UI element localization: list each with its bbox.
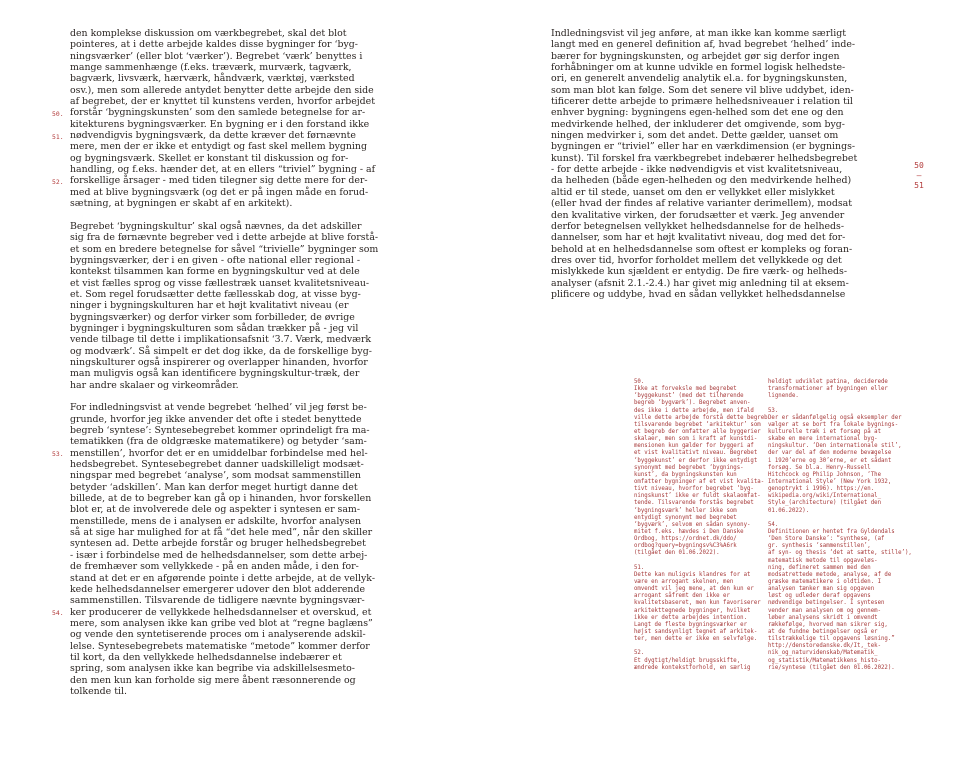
page-number-top: 50 [914,161,924,170]
footnote-marker: 54. [52,609,64,618]
text-line: Indledningsvist vil jeg anføre, at man ikke kan komme særligt [551,28,846,39]
text-line: af begrebet, der er knyttet til kunstens verden, hvorfor arbejdet [70,96,375,108]
text-line: pointeres, at i dette arbejde kaldes disse bygninger for ‘byg- [70,39,358,51]
footnote-line: ningskultur. ‘Den internationale stil’, [768,443,902,450]
footnote-line: ter, men dette er ikke en selvfølge. [634,636,758,643]
footnote-line: vender man analysen om og gennem- [768,607,881,614]
text-line: så at sige har mulighed for at få “det hele med”, når den skiller [70,527,373,539]
text-line: syntesen ad. Dette arbejde forstår og bruger helhedsbegrebet [70,538,366,550]
text-line: tematikken (fra de oldgræske matematikere) og betyder ‘sam- [70,436,367,448]
footnote-line: ningskunst’ ikke er fuldt skalaomfat- [634,493,761,500]
footnote-line: Ikke at forveksle med begrebet [634,386,737,393]
footnote-line: des ikke i dette arbejde, men ifald [634,407,754,414]
footnote-line: ‘bygningsværk’ heller ikke som [634,507,737,514]
footnote-line: heldigt udviklet patina, deciderede [768,379,888,385]
footnote-line: græske matematikere i oldtiden. I [768,578,881,585]
footnote-line: være en arrogant skelnen, men [634,578,734,585]
text-line: mislykkede kun sjældent er entydig. De fire værk- og helheds- [551,266,847,278]
text-line: og vende den syntetiserende proces om i analyserende adskil- [70,629,366,641]
footnote-line: analysen tænker man sig opgaven [768,586,875,593]
footnote-line: omfatter bygninger af et vist kvalita- [634,478,765,485]
text-line: med at blive bygningsværk (og det er på ingen måde en forud- [70,186,369,198]
footnote-line: Langt de fleste bygningsværker er [634,621,747,628]
text-line: vende tilbage til dette i implikationsafsnit ‘3.7. Værk, medværk [70,334,372,346]
text-line: billede, at de to begreber kan gå op i hinanden, hvor forskellen [70,493,372,505]
footnote-marker: 52. [52,178,64,187]
text-line: forskellige årsager - med tiden tilegner sig dette mere for der- [70,175,368,187]
text-line: ningsværker’ (eller blot ‘værker’). Begrebet ‘værk’ benyttes i [70,50,363,62]
text-line: til kort, da den vellykkede helhedsdannelse indebærer et [70,651,342,663]
text-line: dres over tid, hvorfor forholdet mellem det vellykkede og det [551,254,842,266]
text-line: ningen medvirker i, som det andet. Dette gælder, uanset om [551,130,839,142]
footnote-line: ‘Den Store Danske’: “synthese, (af [768,536,885,543]
footnote-line: begreb ‘bygværk’). Begrebet anven- [634,400,751,407]
text-line: de fremhæver som vellykkede - på en anden måde, i den for- [70,561,359,573]
footnote-line: af syn- og thesis ‘det at sætte, stille’), [768,550,912,557]
text-line: et. Som regel forudsætter dette fællesskab dog, at visse byg- [70,288,361,300]
text-line: handling, og f.eks. hænder det, at en ellers “triviel” bygning - af [70,164,376,176]
text-line: forhåbninger om at kunne udvikle en formel logisk helhedste- [551,62,846,74]
text-line: et som en bredere betegnelse for såvel “trivielle” bygninger som [70,243,379,255]
text-line: spring, som analysen ikke kan begribe via adskillelsesmeto- [70,663,355,675]
text-line: mere, men der er ikke et entydigt og fast skel mellem bygning [70,141,367,153]
text-line: analyser (afsnit 2.1.-2.4.) har givet mig anledning til at eksem- [551,277,849,289]
footnote-line: ‘byggekunst’ er derfor ikke entydigt [634,457,758,464]
footnote [634,650,754,671]
text-line: plificere og uddybe, hvad en sådan vellykket helhedsdannelse [551,288,846,300]
text-line: og bygningsværk. Skellet er konstant til diskussion og for- [70,152,349,164]
footnote [634,379,768,558]
text-line: kontekst tilsammen kan forme en bygningskultur ved at dele [70,266,360,278]
paragraph [70,28,376,210]
text-line: Begrebet ‘bygningskultur’ skal også nævnes, da det adskiller [70,220,362,232]
footnote-line: ‘byggekunst’ (med det tilhørende [634,393,744,400]
text-line: et vist fælles sprog og visse fællestræk uanset kvalitetsniveau- [70,277,370,289]
text-line: mange sammenhænge (f.eks. træværk, murværk, tagværk, [70,62,352,74]
text-line: bygninger i bygningskulturen som sådan trækker på - jeg vil [70,322,359,334]
footnote-line: rie/syntese (tilgået den 01.06.2022). [768,664,895,671]
footnote-marker: 51. [52,132,64,141]
footnote-line: vælger at se bort fra lokale bygnings- [768,421,899,428]
text-line: grunde, hvorfor jeg ikke anvender det ofte i stedet benyttede [70,413,362,425]
footnote-number: 54. [768,521,779,528]
footnote-line: forsøg. Se bl.a. Henry-Russell [768,464,871,471]
footnote-line: 01.06.2022). [768,507,810,514]
left-main-text [70,28,379,709]
footnote-number: 50. [634,379,645,385]
footnote-line: løber analysens skridt i omvendt [768,614,878,621]
footnote-number: 52. [634,650,645,657]
text-line: bærer for bygningskunsten, og arbejdet gør sig derfor ingen [551,50,840,62]
footnote-line: http://denstoredanske.dk/It,_tek- [768,643,881,650]
text-line: blot er, at de involverede dele og aspekter i syntesen er sam- [70,504,360,516]
text-line: tolkende til. [70,685,127,697]
footnote-line: rækkefølge, hvorved man sikrer sig, [768,621,888,628]
text-line: derfor betegnelsen vellykket helhedsdannelse for de helheds- [551,220,845,232]
text-line: ningskulturer også inspirerer og overlapper hinanden, hvorfor [70,356,368,368]
footnote-line: arkitekttegnede bygninger, hvilket [634,607,751,614]
text-line: langt med en generel definition af, hvad begrebet ‘helhed’ inde- [551,39,856,51]
text-line: bygningsværker, der i en given - ofte national eller regional - [70,254,361,266]
text-line: stand at det er en afgørende pointe i dette arbejde, at de vellyk- [70,572,375,584]
text-line: menstillede, mens de i analysen er adskilte, hvorfor analysen [70,515,362,527]
text-line: enhver bygning: bygningens egen-helhed som det ene og den [551,107,844,119]
footnote-line: nødvendige betingelser. I syntesen [768,600,885,607]
text-line: man muligvis også kan identificere bygningskultur-træk, der [70,368,360,380]
text-line: sætning, at bygningen er skabt af en arkitekt). [70,198,293,210]
footnote-line: (tilgået den 01.06.2022). [634,550,720,557]
footnote-line: ning, defineret sammen med den [768,564,871,571]
footnote-line: ikke er dette arbejdes intention. [634,614,747,621]
footnote-line: omvendt vil jeg mene, at den kun er [634,586,754,593]
footnote-line: ordbog?query=bygningsv%C3%A6rk [634,543,737,550]
text-line: bagværk, livsværk, hærværk, håndværk, værktøj, værksted [70,73,355,85]
footnote-line: Ordbog, https://ordnet.dk/ddo/ [634,536,737,543]
text-line: og modværk’. Så simpelt er det dog ikke, da de forskellige byg- [70,345,372,357]
footnote-line: mensionen kun gælder for byggeri af [634,443,754,450]
footnote [768,379,890,400]
footnote-line: genoptrykt i 1996). https://en. [768,486,875,493]
text-line: kede helhedsdannelser emergerer udover den blot adderende [70,583,365,595]
footnote-line: der var del af den moderne bevægelse [768,450,892,457]
text-line: den men kun kan forholde sig mere åbent ræsonnerende og [70,674,356,686]
text-line: begreb ‘syntese’: Syntesebegrebet kommer oprindeligt fra ma- [70,425,370,437]
footnote [768,407,902,515]
text-line: medvirkende helhed, der inkluderer det omgivende, som byg- [551,118,845,130]
footnote-line: wikipedia.org/wiki/International_ [768,493,881,500]
footnote-line: et vist kvalitativt niveau. Begrebet [634,450,758,457]
text-line: forstår ‘bygningskunsten’ som den samlede betegnelse for ar- [70,107,366,119]
footnote-line: entydigt synonymt med begrebet [634,514,737,521]
text-line: nødvendigvis bygningsværk, da dette kræver det førnævnte [70,130,356,142]
text-line: den komplekse diskussion om værkbegrebet, skal det blot [70,28,347,39]
footnote-number: 51. [634,564,645,571]
footnote-line: ville dette arbejde forstå dette begreb [634,414,768,421]
footnote-line: mitet f.eks. hævdes i Den Danske [634,528,744,535]
footnote-line: modsatrettede metode, analyse, af de [768,571,892,578]
text-line: ker producerer de vellykkede helhedsdannelser et overskud, et [70,606,372,618]
text-line: ningspar med begrebet ‘analyse’, som modsat sammenstillen [70,470,361,482]
page-number-separator: — [916,171,922,180]
footnote-line: arrogant såfremt den ikke er [634,593,730,600]
footnote [634,564,761,644]
text-line: lelse. Syntesebegrebets matematiske “metode” kommer derfor [70,640,370,652]
page-number [906,161,932,191]
right-main-text [551,28,858,300]
footnote-line: Definitionen er hentet fra Gyldendals [768,528,895,535]
text-line: den kvalitative virken, der forudsætter et værk. Jeg anvender [551,209,845,221]
footnote-line: skalaer, men som i kraft af kunstdi- [634,436,758,443]
text-line: som man blot kan følge. Som det senere vil blive uddybet, iden- [551,84,854,96]
footnote-line: at de fundne betingelser også er [768,628,878,635]
text-line: da helheden (både egen-helheden og den medvirkende helhed) [551,175,852,187]
footnote-line: kunst’, da bygningskunsten kun [634,471,737,478]
paragraph [70,402,375,697]
text-line: bygningen er “triviel” eller har en værkdimension (er bygnings- [551,141,856,153]
footnote-line: Der er sådanfølgelig også eksempler der [768,414,902,421]
footnote-line: Style_(architecture) (tilgået den [768,500,881,507]
paragraph [70,220,379,391]
text-line: menstillen’, hvorfor det er en umiddelbar forbindelse med hel- [70,447,368,459]
text-line: (eller hvad der findes af relative varianter derimellem), modsat [551,198,852,210]
footnote-line: og_statistik/Matematikkens_histo- [768,657,881,664]
text-line: tificerer dette arbejde to primære helhedsniveauer i relation til [551,96,853,108]
text-line: ori, en generelt anvendelig analytik el.a. for bygningskunsten, [551,73,848,85]
footnote-line: synonymt med begrebet ‘bygnings- [634,464,744,471]
footnote-line: tivt niveau, hvorfor begrebet ‘byg- [634,486,754,493]
text-line: osv.), men som allerede antydet benytter dette arbejde den side [70,84,374,96]
text-line: mere, som analysen ikke kan gribe ved blot at “regne baglæns” [70,617,373,629]
text-line: kitekturens bygningsværker. En bygning er i den forstand ikke [70,118,370,130]
footnote-line: løst og udleder deraf opgavens [768,593,871,600]
page-number-bottom: 51 [914,181,924,190]
text-line: bygningsværker) og derfor virker som forbilleder, de øvrige [70,311,355,323]
footnote-line: tilstrækkelige til opgavens løsning.” [768,636,895,643]
text-line: altid er til stede, uanset om den er vellykket eller mislykket [551,186,835,198]
footnotes-column-1 [634,379,768,679]
footnote-line: lignende. [768,393,799,400]
footnote-line: transformationer af bygningen eller [768,386,888,393]
text-line: - for dette arbejde - ikke nødvendigvis et vist kvalitetsniveau, [551,164,843,176]
footnote-line: International Style’ (New York 1932, [768,478,892,485]
text-line: sammenstillen. Tilsvarende de tidligere nævnte bygningsvær- [70,595,365,607]
footnote-line: tende. Tilsvarende forstås begrebet [634,500,754,507]
footnote-line: matematisk metode til opgaveløs- [768,557,878,564]
footnotes-column-2 [768,379,912,679]
text-line: behold at en helhedsdannelse som oftest er kompleks og foran- [551,243,853,255]
footnote-line: ændrede kontekstforhold, en særlig [634,664,751,671]
footnote [768,521,912,672]
text-line: kunst). Til forskel fra værkbegrebet indebærer helhedsbegrebet [551,152,858,164]
text-line: - især i forbindelse med de helhedsdannelser, som dette arbej- [70,549,368,561]
footnote-marker: 53. [52,450,64,459]
footnote-marker: 50. [52,109,64,118]
text-line: betyder ‘adskillen’. Man kan derfor meget hurtigt danne det [70,481,358,493]
footnote-line: tilsvarende begrebet ‘arkitektur’ som [634,421,761,428]
text-line: ninger i bygningskulturen har et højt kvalitativt niveau (er [70,300,349,312]
footnote-line: Hitchcock og Philip Johnson, ‘The [768,471,881,478]
text-line: hedsbegrebet. Syntesebegrebet danner uadskilleligt modsæt- [70,459,364,471]
footnote-line: i 1920’erne og 30’erne, er et sådant [768,457,892,464]
text-line: har andre skalaer og virkeområder. [70,379,239,391]
footnote-line: kulturelle træk i et forsøg på at [768,429,881,435]
text-line: For indledningsvist at vende begrebet ‘helhed’ vil jeg først be- [70,402,367,414]
footnote-line: højst sandsynligt tegnet af arkitek- [634,628,758,635]
footnote-line: Dette kan muligvis klandres for at [634,571,751,578]
footnote-line: ‘bygværk’, selvom en sådan synony- [634,521,751,528]
footnote-line: nik_og_naturvidenskab/Matematik_ [768,650,878,657]
footnote-line: et begreb der omfatter alle byggerier [634,429,761,435]
footnote-line: Et dygtigt/heldigt brugsskifte, [634,657,741,664]
footnote-line: skabe en mere international byg- [768,436,878,443]
footnote-line: gr. synthesis ‘sammenstillen’, [768,543,871,550]
text-line: sig fra de førnævnte begreber ved i dette arbejde at blive forstå- [70,232,379,244]
footnote-line: kvalitetsbaseret, men kun favoriserer [634,600,761,607]
text-line: dannelser, som har et højt kvalitativt niveau, dog med det for- [551,232,846,244]
footnote-number: 53. [768,407,779,414]
